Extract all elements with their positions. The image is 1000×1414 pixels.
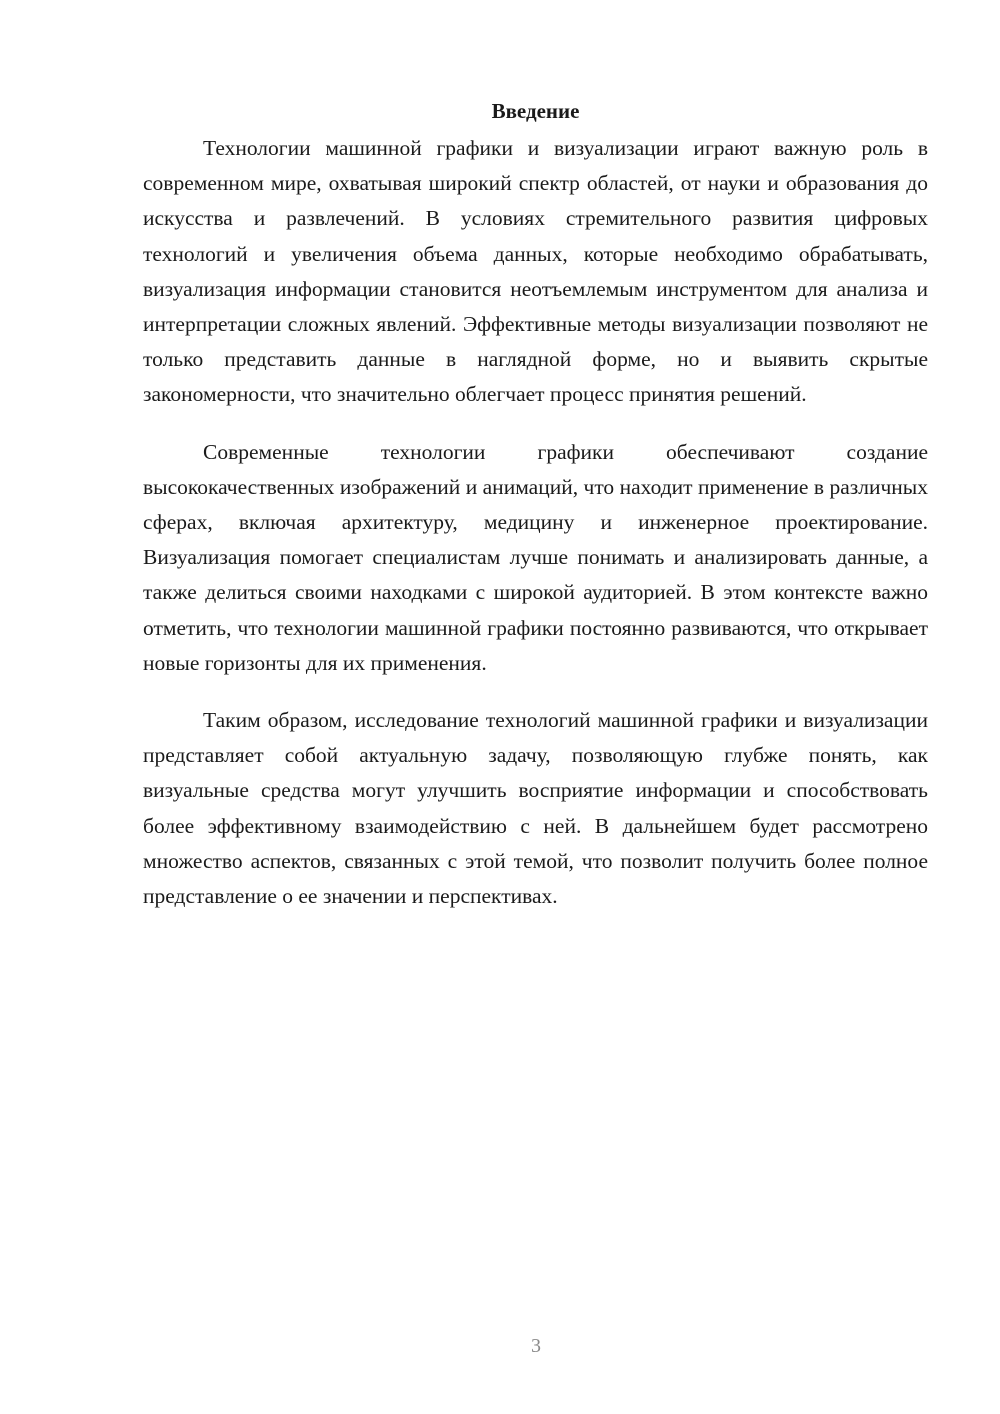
paragraph-3: Таким образом, исследование технологий машинной графики и визуализации представляет собой актуальную задачу, позволяющую глубже понять, как визуальные средства могут улучшить восприятие информации и способствовать более эффективному взаимодействию с ней. В дальнейшем будет рассмотрено множество аспектов, связанных с этой темой, что позволит получить более полное представление о ее значении и перспективах. <box>143 708 928 909</box>
page-number: 3 <box>531 1335 541 1357</box>
paragraph-1: Технологии машинной графики и визуализации играют важную роль в современном мире, охватывая широкий спектр областей, от науки и образования до искусства и развлечений. В условиях стремительного развития цифровых технологий и увеличения объема данных, которые необходимо обрабатывать, визуализация информации становится неотъемлемым инструментом для анализа и интерпретации сложных явлений. Эффективные методы визуализации позволяют не только представить данные в наглядной форме, но и выявить скрытые закономерности, что значительно облегчает процесс принятия решений. <box>143 136 928 407</box>
section-heading: Введение <box>491 99 580 123</box>
document-body <box>143 96 928 936</box>
paragraph-2: Современные технологии графики обеспечивают создание высококачественных изображений и анимаций, что находит применение в различных сферах, включая архитектуру, медицину и инженерное проектирование. Визуализация помогает специалистам лучше понимать и анализировать данные, а также делиться своими находками с широкой аудиторией. В этом контексте важно отметить, что технологии машинной графики постоянно развиваются, что открывает новые горизонты для их применения. <box>143 439 928 675</box>
